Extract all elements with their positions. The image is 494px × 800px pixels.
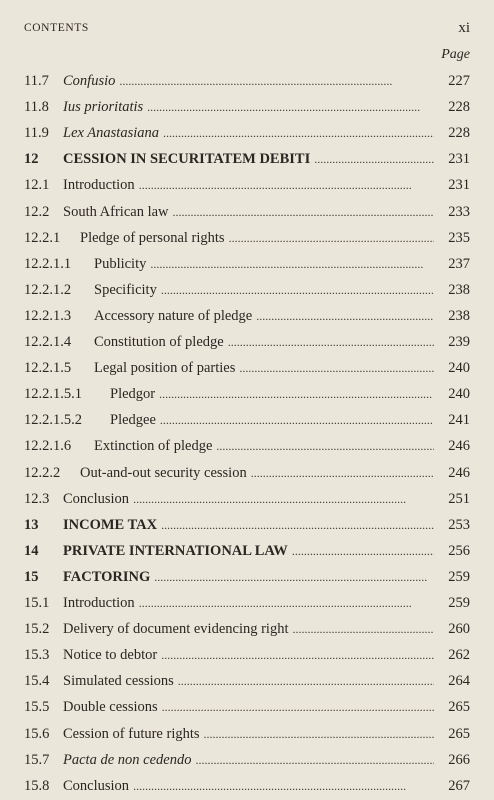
dot-leader	[239, 359, 434, 377]
dot-leader	[159, 385, 434, 403]
dot-leader	[204, 725, 434, 743]
toc-entry-page: 239	[448, 334, 470, 350]
toc-entry-title: Out-and-out security cession	[80, 464, 247, 481]
toc-entry-title: Legal position of parties	[94, 360, 236, 377]
toc-entry-title: Accessory nature of pledge	[94, 307, 253, 324]
toc-entry-page: 233	[448, 203, 470, 220]
dot-leader	[162, 698, 434, 716]
dot-leader	[314, 150, 434, 168]
dot-leader	[163, 124, 434, 142]
toc-entry-page: 251	[448, 490, 470, 507]
toc-entry-title: Pledge of personal rights	[80, 229, 225, 246]
dot-leader	[161, 516, 434, 534]
toc-entry	[24, 433, 470, 455]
header-contents-label: CONTENTS	[24, 22, 89, 34]
dot-leader	[154, 568, 434, 586]
toc-entry-page: 238	[448, 307, 470, 324]
toc-entry	[24, 407, 470, 429]
toc-entry-page: 262	[448, 647, 470, 664]
toc-entry	[24, 329, 470, 351]
toc-entry-title: PRIVATE INTERNATIONAL LAW	[63, 542, 288, 559]
toc-entry-page: 266	[448, 751, 470, 768]
dot-leader	[161, 281, 434, 299]
toc-entry-number: 15.4	[24, 673, 50, 690]
toc-entry-page: 241	[448, 412, 470, 429]
toc-entry-page: 238	[448, 281, 470, 298]
toc-entry-title: INCOME TAX	[63, 516, 158, 533]
dot-leader	[178, 672, 434, 690]
toc-entry-page: 228	[448, 99, 470, 116]
toc-entry-page: 228	[448, 125, 470, 142]
toc-entry-page: 259	[448, 595, 470, 611]
toc-entry-number: 15.1	[24, 595, 50, 611]
toc-entry-number: 12.2	[24, 203, 50, 220]
dot-leader	[161, 646, 434, 664]
toc-entry-title: Cession of future rights	[63, 725, 200, 742]
toc-entry-title: Specificity	[94, 281, 157, 298]
toc-entry-title: Constitution of pledge	[94, 334, 224, 350]
toc-entry-title: Confusio	[63, 73, 116, 89]
toc-entry-number: 12.1	[24, 177, 50, 194]
toc-entry-number: 12	[24, 151, 39, 168]
toc-entry-title: Introduction	[63, 595, 135, 611]
toc-entry-title: Pacta de non cedendo	[63, 751, 192, 768]
toc-entry	[24, 564, 470, 586]
toc-entry-number: 13	[24, 516, 39, 533]
toc-entry-number: 15.6	[24, 725, 50, 742]
toc-entry-page: 240	[448, 386, 470, 403]
toc-entry-page: 259	[448, 568, 470, 585]
dot-leader	[293, 620, 435, 638]
toc-entry	[24, 199, 470, 221]
toc-entry-number: 12.2.1.4	[24, 334, 72, 350]
toc-entry-number: 15.8	[24, 777, 50, 794]
toc-entry-number: 15.2	[24, 621, 50, 638]
toc-entry-title: Conclusion	[63, 777, 130, 794]
dot-leader	[229, 229, 434, 247]
toc-entry	[24, 251, 470, 273]
toc-entry	[24, 538, 470, 560]
dot-leader	[195, 751, 434, 769]
toc-entry-page: 237	[448, 255, 470, 272]
toc-entry-number: 15.5	[24, 699, 50, 716]
toc-entry-number: 12.2.1.6	[24, 438, 72, 455]
toc-entry	[24, 486, 470, 508]
toc-entry-title: South African law	[63, 203, 169, 220]
toc-entry-number: 11.7	[24, 73, 49, 89]
toc-entry-page: 246	[448, 438, 470, 455]
toc-entry-title: Introduction	[63, 177, 135, 194]
toc-entry-page: 240	[448, 360, 470, 377]
toc-entry	[24, 172, 470, 194]
toc-entry	[24, 773, 470, 795]
toc-entry	[24, 747, 470, 769]
toc-entry-title: Delivery of document evidencing right	[63, 621, 289, 638]
toc-entry-page: 253	[448, 516, 470, 533]
dot-leader	[251, 464, 434, 482]
dot-leader	[150, 255, 434, 273]
toc-entry-number: 12.3	[24, 490, 50, 507]
dot-leader	[139, 594, 434, 612]
toc-entry	[24, 355, 470, 377]
toc-entry	[24, 590, 470, 612]
toc-entry	[24, 642, 470, 664]
toc-entry-number: 12.2.1.5	[24, 360, 72, 377]
toc-entry	[24, 721, 470, 743]
dot-leader	[256, 307, 434, 325]
toc-entry-number: 12.2.1.3	[24, 307, 72, 324]
toc-entry	[24, 616, 470, 638]
page-column-label: Page	[441, 47, 470, 62]
toc-entry	[24, 460, 470, 482]
dot-leader	[216, 437, 434, 455]
toc-entry	[24, 68, 470, 90]
toc-entry-title: Extinction of pledge	[94, 438, 213, 455]
toc-entry-page: 246	[448, 464, 470, 481]
toc-entry-page: 264	[448, 673, 470, 690]
toc-entry-page: 231	[448, 177, 470, 194]
toc-entry	[24, 668, 470, 690]
dot-leader	[160, 411, 434, 429]
toc-entry-page: 260	[448, 621, 470, 638]
toc-entry-number: 15.3	[24, 647, 50, 664]
toc-entry-page: 256	[448, 542, 470, 559]
toc-entry-title: Conclusion	[63, 490, 130, 507]
dot-leader	[228, 333, 434, 351]
dot-leader	[119, 72, 434, 90]
toc-entry-page: 265	[448, 725, 470, 742]
dot-leader	[292, 542, 434, 560]
header-page-number: xi	[458, 20, 470, 36]
dot-leader	[139, 176, 434, 194]
toc-entry-number: 11.8	[24, 99, 49, 116]
running-header	[24, 22, 470, 40]
toc-entry	[24, 694, 470, 716]
toc-entry-title: Pledgee	[110, 412, 156, 429]
toc-entry-number: 12.2.1.5.2	[24, 412, 82, 429]
toc-entry-title: Notice to debtor	[63, 647, 158, 664]
toc-entry-title: Pledgor	[110, 386, 156, 403]
toc-entry-title: Publicity	[94, 255, 147, 272]
toc-entry-title: FACTORING	[63, 568, 151, 585]
toc-entry	[24, 94, 470, 116]
toc-entry	[24, 225, 470, 247]
toc-entry-number: 12.2.1.2	[24, 281, 72, 298]
toc-entry-number: 12.2.1.1	[24, 255, 72, 272]
toc-entry-number: 14	[24, 542, 39, 559]
toc-entry	[24, 120, 470, 142]
toc-entry-page: 267	[448, 777, 470, 794]
toc-entry-number: 12.2.1.5.1	[24, 386, 82, 403]
toc-entry-page: 227	[448, 73, 470, 89]
toc-entry-page: 235	[448, 229, 470, 246]
dot-leader	[147, 98, 434, 116]
toc-entry-page: 231	[448, 151, 470, 168]
toc-entry-title: Simulated cessions	[63, 673, 174, 690]
toc-entry	[24, 512, 470, 534]
toc-entry-number: 15	[24, 568, 39, 585]
dot-leader	[173, 203, 434, 221]
toc-entry-title: Ius prioritatis	[63, 99, 144, 116]
toc-entry-number: 12.2.1	[24, 229, 61, 246]
toc-entry-title: Double cessions	[63, 699, 158, 716]
toc-entry-title: CESSION IN SECURITATEM DEBITI	[63, 151, 311, 168]
dot-leader	[133, 490, 434, 508]
toc-entry-page: 265	[448, 699, 470, 716]
toc-entry	[24, 277, 470, 299]
toc-entry	[24, 146, 470, 168]
toc-entry-number: 11.9	[24, 125, 49, 142]
toc-entry	[24, 381, 470, 403]
toc-entry-number: 15.7	[24, 751, 50, 768]
dot-leader	[133, 777, 434, 795]
toc-entry-number: 12.2.2	[24, 464, 61, 481]
toc-entry-title: Lex Anastasiana	[63, 125, 159, 142]
toc-entry	[24, 303, 470, 325]
